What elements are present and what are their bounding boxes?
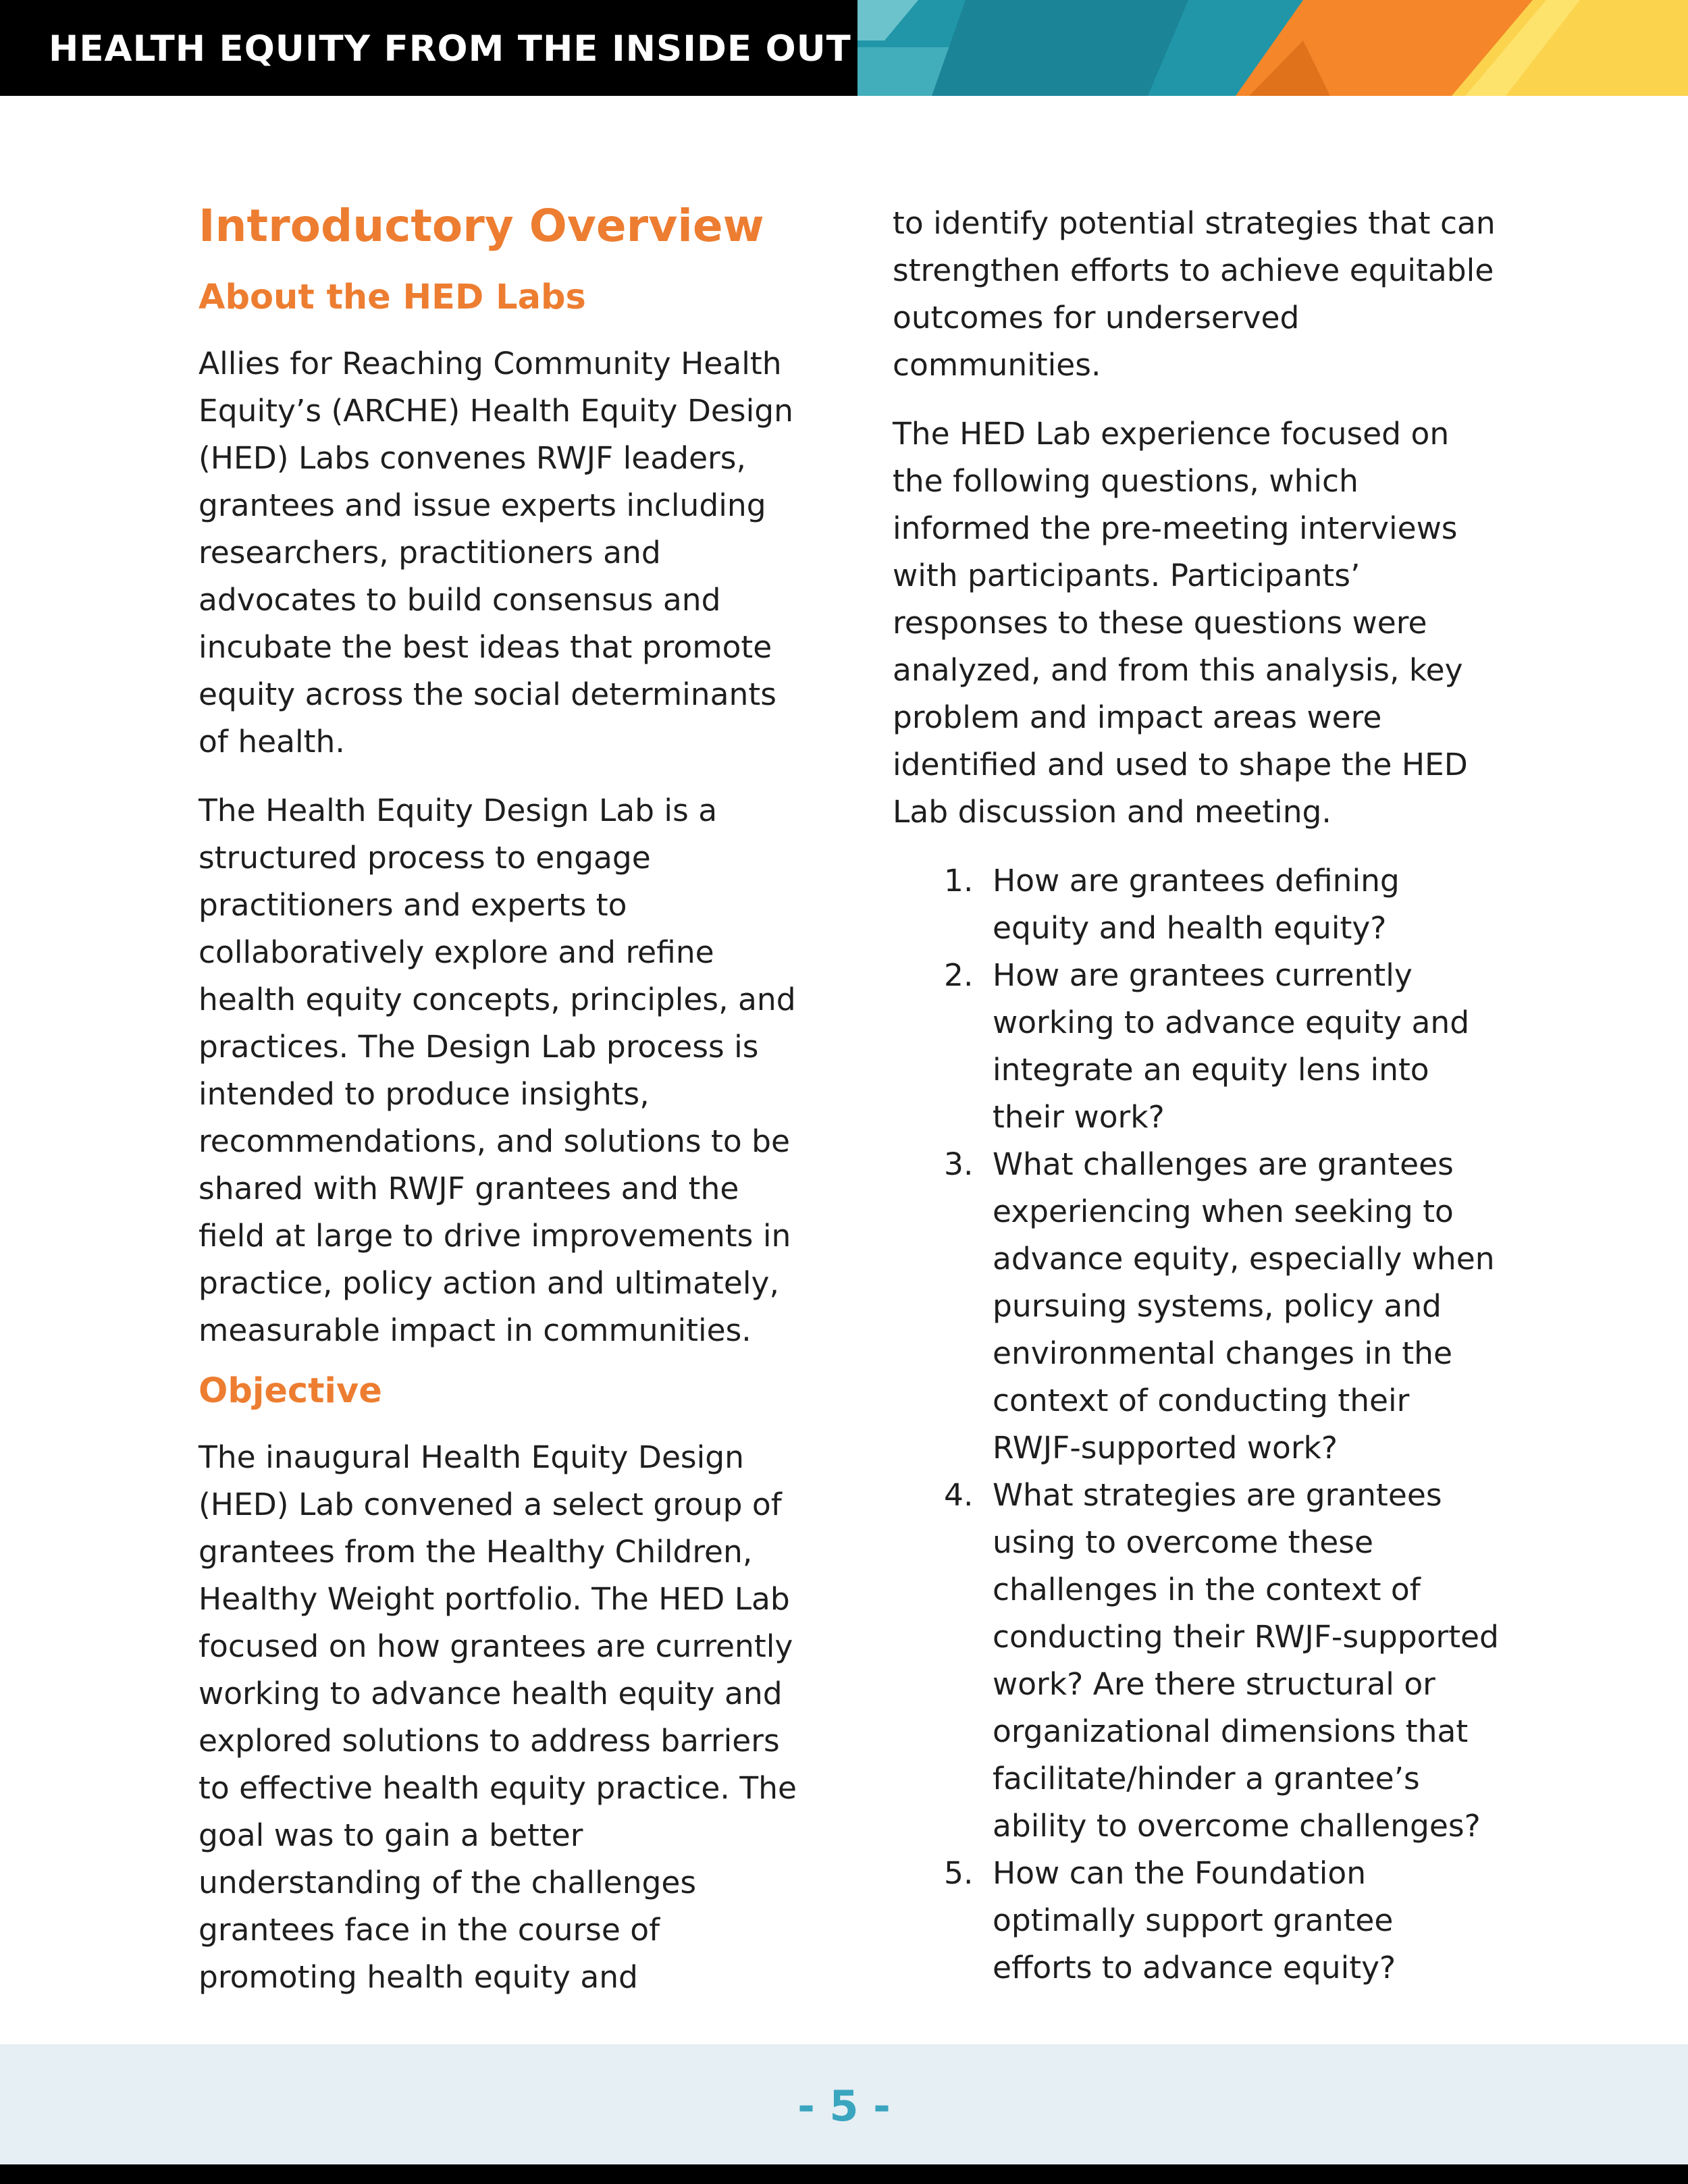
list-item: [893, 1472, 1500, 1850]
page-number: - 5 -: [797, 2081, 891, 2131]
page-header: [0, 0, 1688, 96]
header-title: HEALTH EQUITY FROM THE INSIDE OUT: [49, 28, 851, 70]
header-decorative-graphic: [858, 0, 1688, 96]
list-item-text: How are grantees currently working to advance equity and integrate an equity lens into their work?: [993, 957, 1470, 1135]
list-item: [893, 1141, 1500, 1472]
list-item-number: 2.: [944, 957, 974, 993]
list-item-number: 5.: [944, 1855, 974, 1891]
list-item-text: How can the Foundation optimally support grantee efforts to advance equity?: [993, 1855, 1396, 1986]
about-paragraph-1: Allies for Reaching Community Health Equity’s (ARCHE) Health Equity Design (HED) Labs convenes RWJF leaders, grantees and issue experts including researchers, practitioners and advocates to build consensus and incubate the best ideas that promote equity across the social determinants of health.: [199, 346, 793, 760]
right-column: [893, 200, 1500, 1992]
list-item: [893, 952, 1500, 1141]
page-title: Introductory Overview: [199, 200, 764, 252]
page-footer: [0, 2044, 1688, 2164]
list-item-text: How are grantees defining equity and health equity?: [993, 863, 1400, 946]
about-heading: About the HED Labs: [199, 277, 586, 317]
list-item-number: 1.: [944, 863, 974, 899]
objective-paragraph: The inaugural Health Equity Design (HED) Lab convened a select group of grantees from the Healthy Children, Healthy Weight portfolio. The HED Lab focused on how grantees are currently working to advance health equity and explored solutions to address barriers to effective health equity practice. The goal was to gain a better understanding of the challenges grantees face in the course of promoting health equity and: [199, 1439, 797, 1995]
questions-list: [893, 857, 1500, 1992]
list-item: [893, 1850, 1500, 1992]
list-item-text: What challenges are grantees experiencing when seeking to advance equity, especially when pursuing systems, policy and environmental changes in the context of conducting their RWJF-supported work?: [993, 1146, 1495, 1466]
list-item-number: 4.: [944, 1477, 974, 1513]
list-item-text: What strategies are grantees using to overcome these challenges in the context of conducting their RWJF-supported work? Are there structural or organizational dimensions that facilitate/hinder a grantee’s ability to overcome challenges?: [993, 1477, 1499, 1844]
bottom-bar: [0, 2164, 1688, 2184]
objective-heading: Objective: [199, 1371, 382, 1411]
header-teal-dark-band: [932, 0, 1188, 96]
about-paragraph-2: The Health Equity Design Lab is a structured process to engage practitioners and experts to collaboratively explore and refine health equity concepts, principles, and practices. The Design Lab process is intended to produce insights, recommendations, and solutions to be shared with RWJF grantees and the field at large to drive improvements in practice, policy action and ultimately, measurable impact in communities.: [199, 793, 796, 1348]
list-item: [893, 857, 1500, 952]
list-item-number: 3.: [944, 1146, 974, 1182]
questions-intro: The HED Lab experience focused on the following questions, which informed the pre-meeting interviews with participants. Participants’ responses to these questions were analyzed, and from this analysis, key problem and impact areas were identified and used to shape the HED Lab discussion and meeting.: [893, 416, 1468, 830]
objective-paragraph-continued: to identify potential strategies that can strengthen efforts to achieve equitable outcomes for underserved communities.: [893, 205, 1496, 383]
left-column: [199, 196, 806, 2023]
